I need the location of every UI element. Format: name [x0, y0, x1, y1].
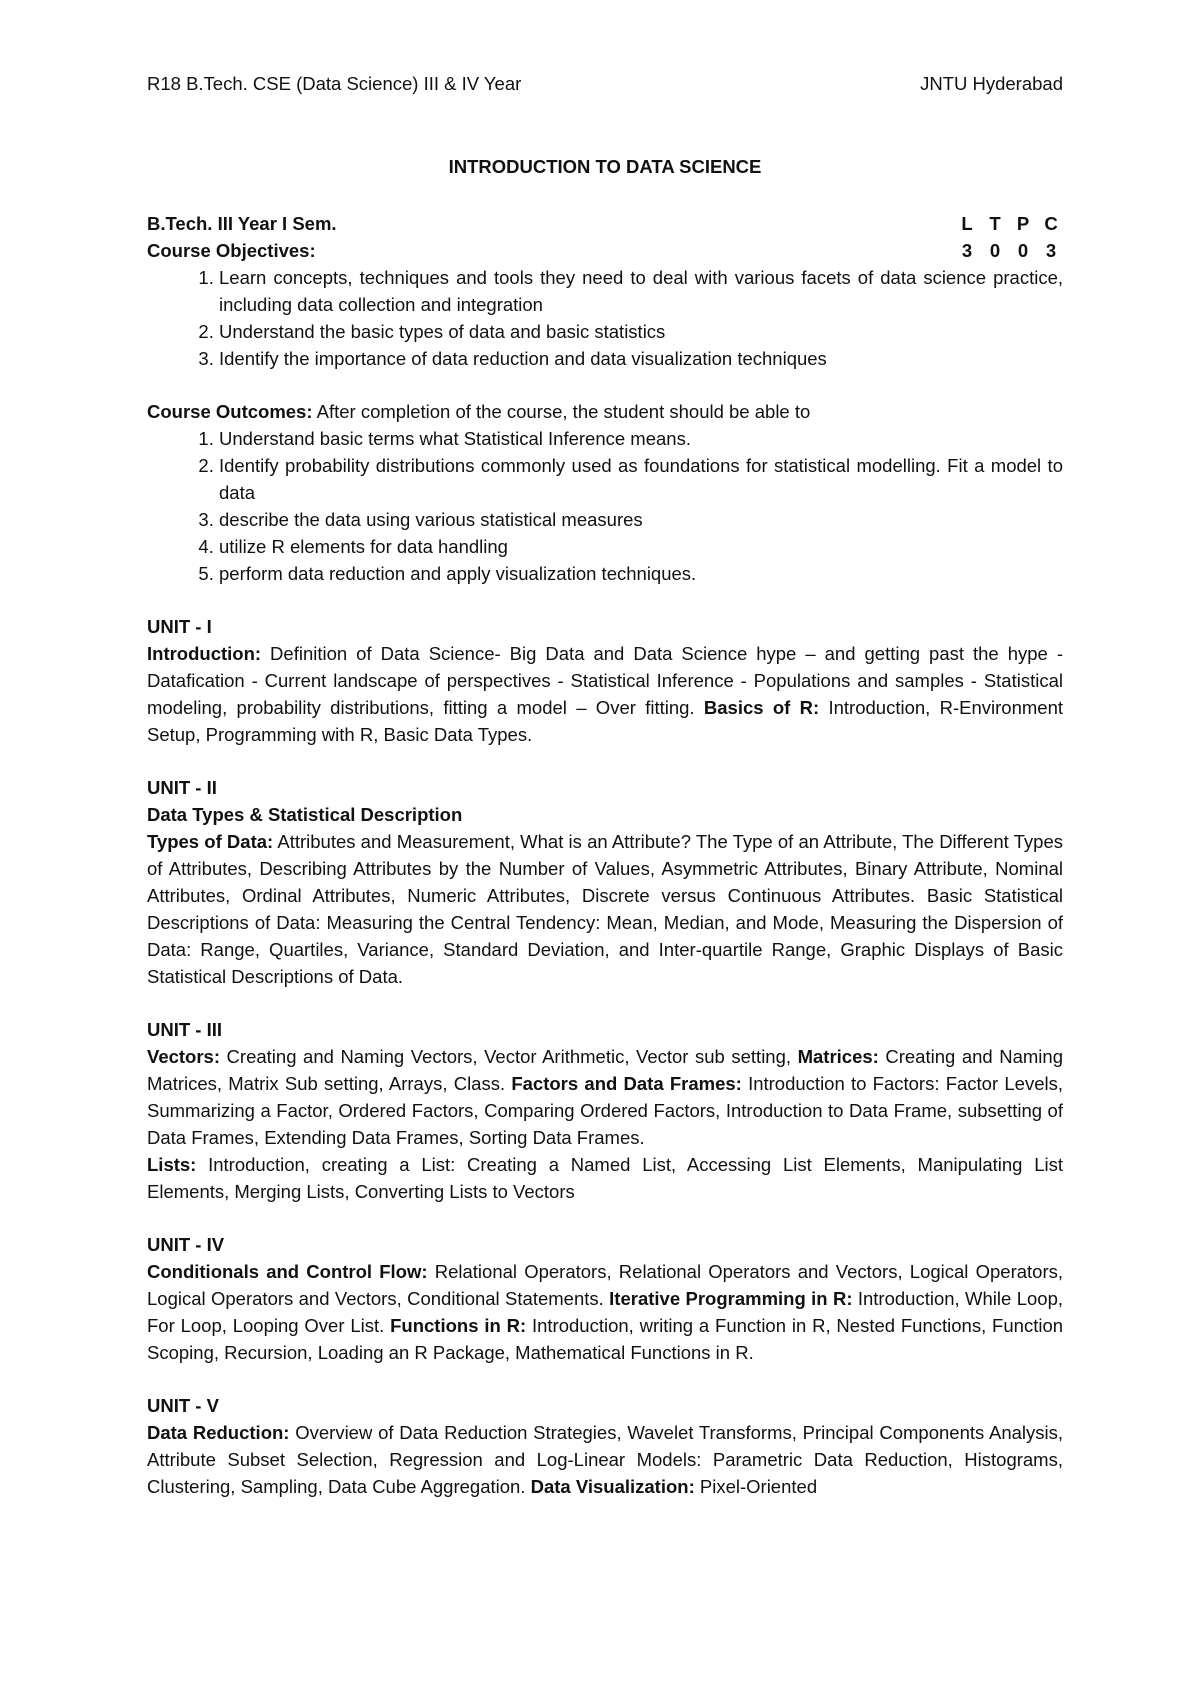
list-item: 3. describe the data using various statistical measures	[219, 506, 1063, 533]
unit-5-text: Overview of Data Reduction Strategies, Wavelet Transforms, Principal Components Analysis, Attribute Subset Selection, Regression and Log-Linear Models: Parametric Data Reduction, Histograms, Clustering, Sampling, Data Cube Aggregation.	[147, 1422, 1064, 1497]
unit-2-subheading: Data Types & Statistical Description	[147, 804, 463, 825]
ltpc-label-t: T	[989, 213, 1001, 234]
unit-4-term: Iterative Programming in R:	[609, 1288, 853, 1309]
unit-1-heading: UNIT - I	[147, 616, 212, 637]
unit-3-text: Creating and Naming Matrices, Matrix Sub setting, Arrays, Class.	[147, 1046, 1063, 1094]
unit-3-term: Vectors:	[147, 1046, 221, 1067]
list-item: 3. Identify the importance of data reduction and data visualization techniques	[219, 345, 1063, 372]
unit-3-text: Creating and Naming Vectors, Vector Arithmetic, Vector sub setting,	[220, 1046, 798, 1067]
unit-4-term: Conditionals and Control Flow:	[147, 1261, 428, 1282]
ltpc-value-t: 0	[989, 240, 1001, 261]
ltpc-table	[953, 210, 1065, 264]
outcomes-list	[147, 425, 1063, 587]
unit-3-lists-content	[147, 1151, 1063, 1205]
list-item: 4. utilize R elements for data handling	[219, 533, 1063, 560]
unit-4-content	[147, 1258, 1063, 1366]
list-item: 2. Identify probability distributions commonly used as foundations for statistical modelling. Fit a model to data	[219, 452, 1063, 506]
unit-1-text: Definition of Data Science- Big Data and Data Science hype – and getting past the hype - Datafication - Current landscape of perspectives - Statistical Inference - Populations and samples - Statistical modeling, probability distributions, fitting a model – Over fitting.	[147, 643, 1063, 718]
unit-1-text: Introduction, R-Environment Setup, Programming with R, Basic Data Types.	[147, 697, 1063, 745]
unit-2-content	[147, 828, 1063, 990]
ltpc-value-p: 0	[1017, 240, 1029, 261]
list-item: 1. Understand basic terms what Statistical Inference means.	[219, 425, 1063, 452]
ltpc-value-c: 3	[1045, 240, 1057, 261]
unit-1-term: Basics of R:	[703, 697, 820, 718]
unit-4-text: Introduction, While Loop, For Loop, Looping Over List.	[147, 1288, 1063, 1336]
unit-5-content	[147, 1419, 1063, 1500]
unit-1-term: Introduction:	[147, 643, 262, 664]
semester-label: B.Tech. III Year I Sem.	[147, 213, 337, 234]
unit-3-heading: UNIT - III	[147, 1019, 223, 1040]
list-item: 1. Learn concepts, techniques and tools they need to deal with various facets of data science practice, including data collection and integration	[219, 264, 1063, 318]
unit-3-term: Factors and Data Frames:	[511, 1073, 742, 1094]
list-item: 2. Understand the basic types of data and basic statistics	[219, 318, 1063, 345]
unit-5-term: Data Reduction:	[147, 1422, 290, 1443]
syllabus-page	[147, 70, 1063, 1500]
objectives-heading: Course Objectives:	[147, 240, 316, 261]
unit-5-term: Data Visualization:	[530, 1476, 695, 1497]
unit-4-text: Relational Operators, Relational Operators and Vectors, Logical Operators, Logical Operators and Vectors, Conditional Statements.	[147, 1261, 1064, 1309]
unit-3-term: Lists:	[147, 1154, 197, 1175]
outcomes-intro-text: After completion of the course, the student should be able to	[312, 401, 811, 422]
objectives-list	[147, 264, 1063, 372]
unit-2-text: Attributes and Measurement, What is an Attribute? The Type of an Attribute, The Different Types of Attributes, Describing Attributes by the Number of Values, Asymmetric Attributes, Binary Attribute, Nominal Attributes, Ordinal Attributes, Numeric Attributes, Discrete versus Continuous Attributes. Basic Statistical Descriptions of Data: Measuring the Central Tendency: Mean, Median, and Mode, Measuring the Dispersion of Data: Range, Quartiles, Variance, Standard Deviation, and Inter-quartile Range, Graphic Displays of Basic Statistical Descriptions of Data.	[147, 831, 1063, 987]
ltpc-label-l: L	[961, 213, 973, 234]
unit-3-text: Introduction to Factors: Factor Levels, Summarizing a Factor, Ordered Factors, Comparing Ordered Factors, Introduction to Data Frame, subsetting of Data Frames, Extending Data Frames, Sorting Data Frames.	[147, 1073, 1063, 1148]
outcomes-heading: Course Outcomes:	[147, 401, 313, 422]
unit-3-text: Introduction, creating a List: Creating a Named List, Accessing List Elements, Manipulating List Elements, Merging Lists, Converting Lists to Vectors	[147, 1154, 1063, 1202]
header-university: JNTU Hyderabad	[920, 73, 1063, 94]
ltpc-label-p: P	[1016, 213, 1030, 234]
unit-3-content	[147, 1043, 1063, 1151]
unit-1-content	[147, 640, 1063, 748]
unit-2-heading: UNIT - II	[147, 777, 217, 798]
unit-3-term: Matrices:	[797, 1046, 879, 1067]
unit-4-text: Introduction, writing a Function in R, Nested Functions, Function Scoping, Recursion, Loading an R Package, Mathematical Functions in R.	[147, 1315, 1064, 1363]
ltpc-label-c: C	[1044, 213, 1058, 234]
unit-4-term: Functions in R:	[390, 1315, 527, 1336]
running-header	[147, 70, 1063, 97]
list-item: 5. perform data reduction and apply visualization techniques.	[219, 560, 1063, 587]
unit-5-heading: UNIT - V	[147, 1395, 219, 1416]
header-program: R18 B.Tech. CSE (Data Science) III & IV Year	[147, 73, 522, 94]
unit-5-text: Pixel-Oriented	[694, 1476, 818, 1497]
unit-4-heading: UNIT - IV	[147, 1234, 225, 1255]
outcomes-intro	[147, 398, 1063, 425]
unit-2-term: Types of Data:	[147, 831, 274, 852]
course-title: INTRODUCTION TO DATA SCIENCE	[448, 156, 762, 177]
ltpc-value-l: 3	[961, 240, 973, 261]
